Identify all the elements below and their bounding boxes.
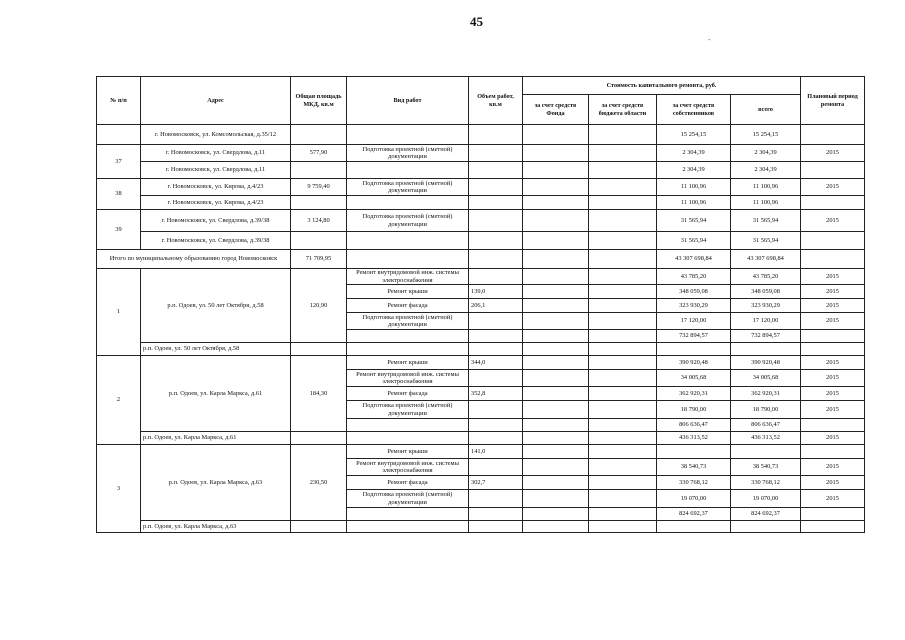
col-cost-group: Стоимость капитального ремонта, руб. — [523, 77, 801, 95]
table-row: Ремонт фасада 206,1 323 930,29 323 930,29 2015 — [97, 299, 865, 313]
table-row: р.п. Одоев, ул. Карла Маркса, д.63 — [97, 521, 865, 533]
col-work: Вид работ — [347, 77, 469, 125]
table-row: 824 692,37 824 692,37 — [97, 508, 865, 521]
table-row: Ремонт внутридомовой инж. системы электроснабжения 38 540,73 38 540,73 2015 — [97, 459, 865, 476]
table-row: 732 894,57 732 894,57 — [97, 330, 865, 343]
table-row: Ремонт фасада 352,8 362 920,31 362 920,31 2015 — [97, 387, 865, 401]
table-row: г. Новомосковск, ул. Свердлова, д.11 2 304,39 2 304,39 — [97, 162, 865, 179]
table-row: г. Новомосковск, ул. Кирова, д.4/23 11 100,96 11 100,96 — [97, 196, 865, 210]
table-row: Подготовка проектной (сметной) документации 17 120,00 17 120,00 2015 — [97, 313, 865, 330]
table-row: 1 р.п. Одоев, ул. 50 лет Октября, д.58 120,90 Ремонт внутридомовой инж. системы электроснабжения 43 785,20 43 785,20 2015 — [97, 269, 865, 285]
col-address: Адрес — [141, 77, 291, 125]
page-number: 45 — [470, 14, 483, 29]
col-area: Общая площадь МКД, кв.м — [291, 77, 347, 125]
total-row: Итого по муниципальному образованию город Новомосковск 71 709,95 43 307 698,84 43 307 698,84 — [97, 250, 865, 269]
col-num: № п/п — [97, 77, 141, 125]
col-fund: за счет средств Фонда — [523, 95, 589, 125]
table-row: 3 р.п. Одоев, ул. Карла Маркса, д.63 230,50 Ремонт крыши 141,0 — [97, 445, 865, 459]
table-row: 39 г. Новомосковск, ул. Свердлова, д.39/38 3 124,80 Подготовка проектной (сметной) документации 31 565,94 31 565,94 2015 — [97, 210, 865, 232]
table-row: г. Новомосковск, ул. Комсомольская, д.35/12 15 254,15 15 254,15 — [97, 125, 865, 145]
table-row: г. Новомосковск, ул. Свердлова, д.39/38 31 565,94 31 565,94 — [97, 232, 865, 250]
table-row: 38 г. Новомосковск, ул. Кирова, д.4/23 9 759,40 Подготовка проектной (сметной) документации 11 100,96 11 100,96 2015 — [97, 179, 865, 196]
table-row: 2 р.п. Одоев, ул. Карла Маркса, д.61 184,30 Ремонт крыши 344,0 390 920,48 390 920,48 2015 — [97, 356, 865, 370]
col-region: за счет средств бюджета области — [589, 95, 657, 125]
table-row: Подготовка проектной (сметной) документации 19 070,00 19 070,00 2015 — [97, 490, 865, 508]
capital-repair-table — [96, 76, 865, 533]
table-row: Подготовка проектной (сметной) документации 18 790,00 18 790,00 2015 — [97, 401, 865, 419]
col-period: Плановый период ремонта — [801, 77, 865, 125]
table-row: р.п. Одоев, ул. 50 лет Октября, д.58 — [97, 343, 865, 356]
col-owners: за счет средств собственников — [657, 95, 731, 125]
table-row: 37 г. Новомосковск, ул. Свердлова, д.11 577,90 Подготовка проектной (сметной) документации 2 304,39 2 304,39 2015 — [97, 145, 865, 162]
scan-mark: - — [708, 35, 711, 44]
col-volume: Объем работ, кв.м — [469, 77, 523, 125]
table-row: Ремонт фасада 302,7 330 768,12 330 768,12 2015 — [97, 476, 865, 490]
table-row: Ремонт крыши 139,0 348 059,08 348 059,08 2015 — [97, 285, 865, 299]
table-row: 806 636,47 806 636,47 — [97, 419, 865, 432]
table-row: р.п. Одоев, ул. Карла Маркса, д.61 436 313,52 436 313,52 2015 — [97, 432, 865, 445]
table-row: Ремонт внутридомовой инж. системы электроснабжения 34 005,68 34 005,68 2015 — [97, 370, 865, 387]
col-total: всего — [731, 95, 801, 125]
